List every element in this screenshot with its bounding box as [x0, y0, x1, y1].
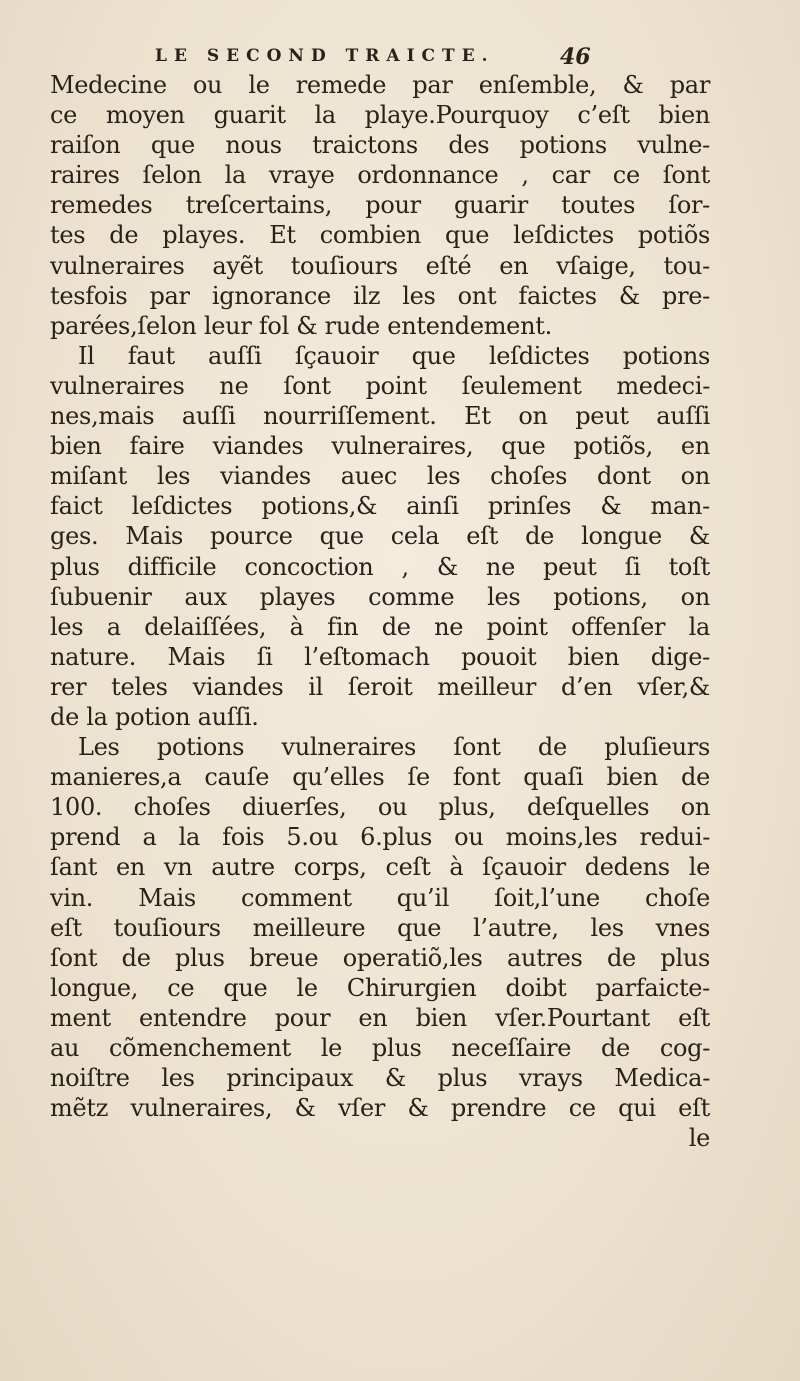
text-line: eſt touſiours meilleure que l’autre, les vnes: [50, 913, 710, 942]
text-line: bien faire viandes vulneraires, que potiõs, en: [50, 432, 710, 461]
text-line: vin. Mais comment qu’il ſoit,l’une choſe: [50, 883, 710, 912]
text-line: ſubuenir aux playes comme les potions, on: [50, 582, 710, 611]
text-line: manieres,a cauſe qu’elles ſe font quaſi bien de: [50, 763, 710, 792]
text-line: tes de playes. Et combien que leſdictes potiõs: [50, 221, 710, 250]
text-line: rer teles viandes il ſeroit meilleur d’en vſer,&: [50, 672, 710, 701]
catchword: le: [688, 1124, 710, 1153]
text-line: Les potions vulneraires ſont de pluſieurs: [78, 733, 710, 762]
text-line: nature. Mais ſi l’eſtomach pouoit bien dige-: [50, 642, 710, 671]
running-title: LE SECOND TRAICTE.: [155, 46, 495, 66]
text-line: tesfois par ignorance ilz les ont faictes & pre-: [50, 281, 710, 310]
text-line: de la potion auſſi.: [50, 702, 259, 731]
text-line: longue, ce que le Chirurgien doibt parfaicte-: [50, 973, 710, 1002]
text-line: ſant en vn autre corps, ceſt à ſçauoir dedens le: [50, 853, 710, 882]
text-line: nes,mais auſſi nourriſſement. Et on peut auſſi: [50, 402, 710, 431]
text-line: vulneraires ayẽt touſiours eſté en vſaige, tou-: [50, 251, 710, 280]
text-line: noiſtre les principaux & plus vrays Medica-: [50, 1064, 710, 1093]
text-line: Medecine ou le remede par enſemble, & par: [50, 71, 710, 99]
text-line: faict leſdictes potions,& ainſi prinſes & man-: [50, 492, 710, 521]
text-line: les a delaiſſées, à fin de ne point offenſer la: [50, 612, 710, 641]
body-text: [50, 70, 710, 1153]
text-line: plus difficile concoction , & ne peut ſi toſt: [50, 552, 710, 581]
text-line: ges. Mais pource que cela eſt de longue &: [50, 522, 710, 551]
text-line: 100. choſes diuerſes, ou plus, deſquelles on: [50, 793, 710, 822]
text-line: raires ſelon la vraye ordonnance , car ce ſont: [50, 161, 710, 190]
text-line: ce moyen guarit la playe.Pourquoy c’eſt bien: [50, 101, 710, 130]
text-line: mẽtz vulneraires, & vſer & prendre ce qui eſt: [50, 1094, 710, 1123]
text-line: Il faut auſſi ſçauoir que leſdictes potions: [78, 341, 710, 370]
text-line: remedes treſcertains, pour guarir toutes ſor-: [50, 191, 710, 220]
text-line: parées,ſelon leur fol & rude entendement.: [50, 311, 552, 340]
text-line: prend a la fois 5.ou 6.plus ou moins,les redui-: [50, 823, 710, 852]
text-line: miſant les viandes auec les choſes dont on: [50, 462, 710, 491]
text-line: ſont de plus breue operatiõ,les autres de plus: [50, 943, 710, 972]
text-line: vulneraires ne ſont point ſeulement medeci-: [50, 371, 710, 400]
page-number: 46: [560, 44, 591, 70]
text-line: au cõmenchement le plus neceſſaire de cog-: [50, 1034, 710, 1062]
text-line: raiſon que nous traictons des potions vulne-: [50, 131, 710, 160]
text-line: ment entendre pour en bien vſer.Pourtant eſt: [50, 1003, 710, 1032]
